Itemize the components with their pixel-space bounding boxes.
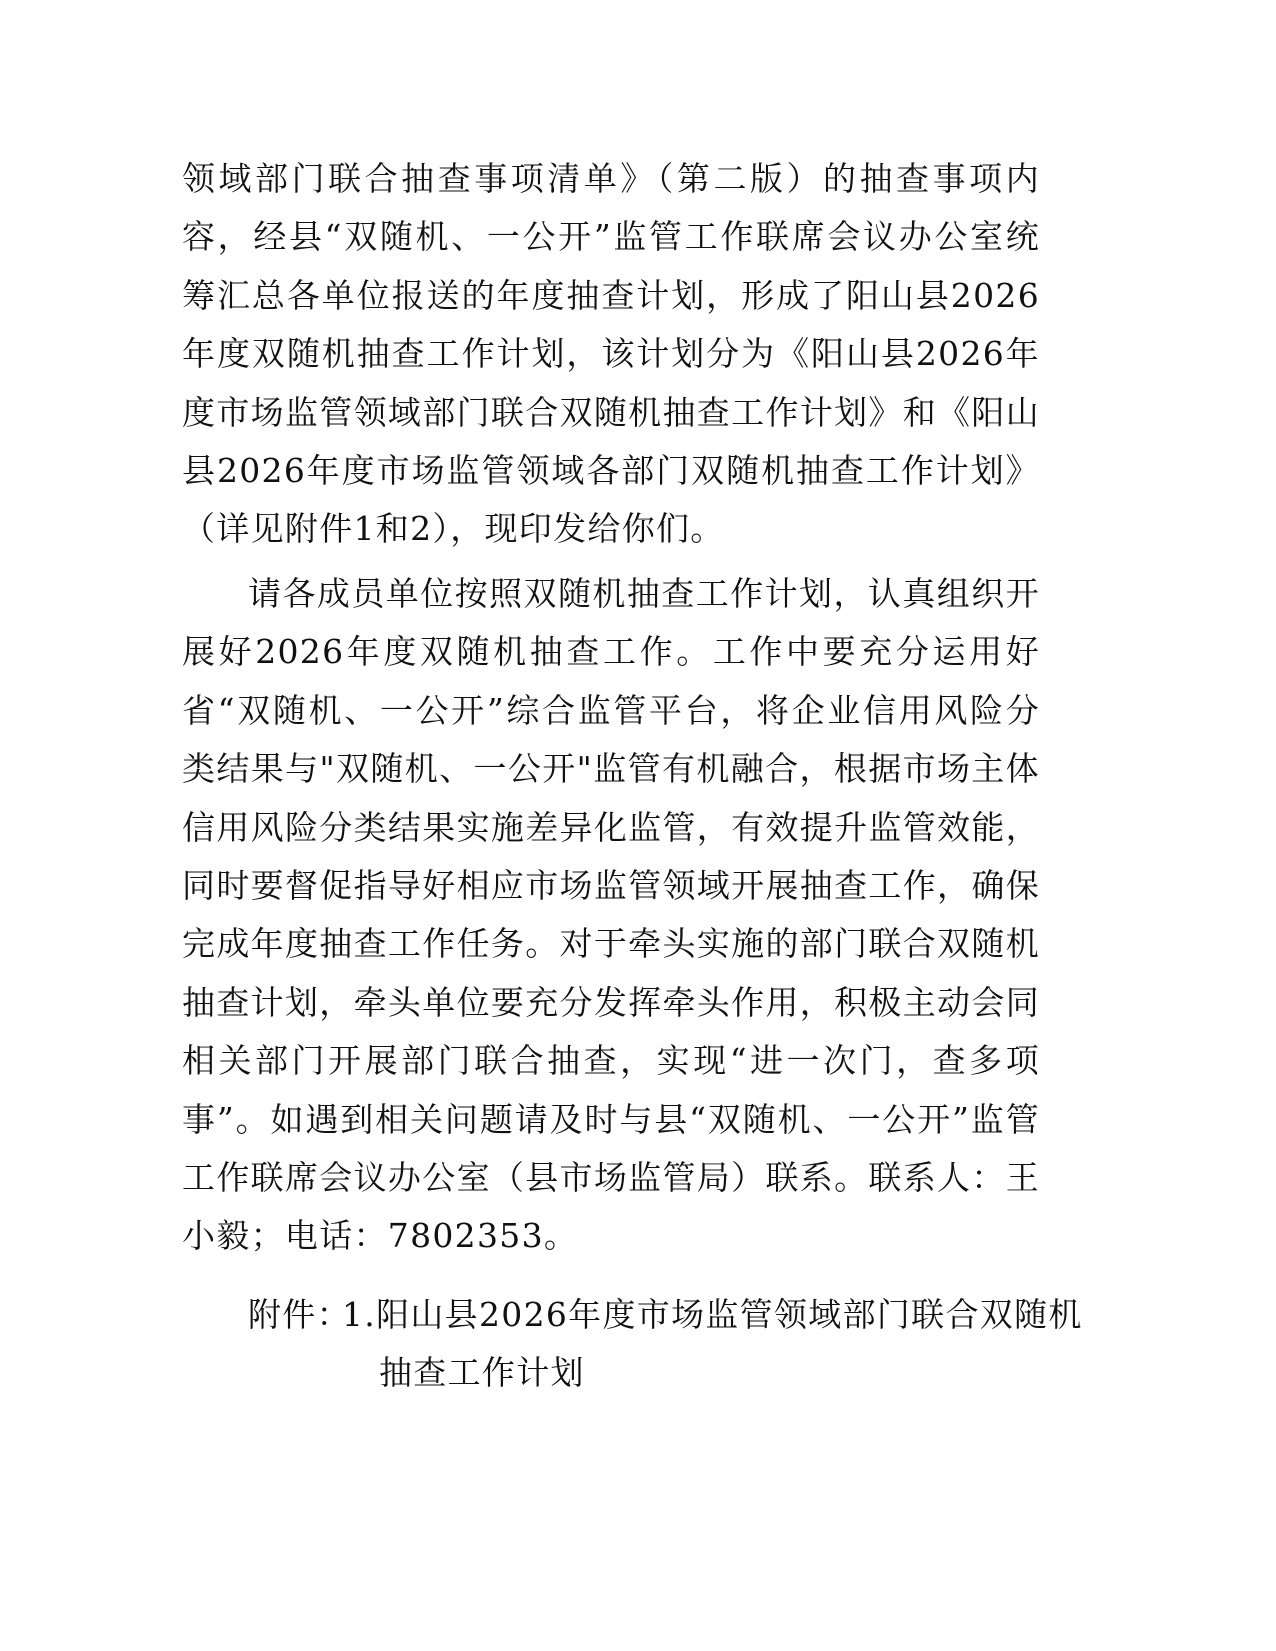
attachments-label: 附件：	[248, 1295, 351, 1334]
body-paragraph-1: 领域部门联合抽查事项清单》（第二版）的抽查事项内容，经县“双随机、一公开”监管工作联席会议办公室统筹汇总各单位报送的年度抽查计划，形成了阳山县2026年度双随机抽查工作计划，该计划分为《阳山县2026年度市场监管领域部门联合双随机抽查工作计划》和《阳山县2026年度市场监管领域各部门双随机抽查工作计划》（详见附件1和2），现印发给你们。	[182, 159, 1040, 549]
attachment-item-1	[342, 1286, 1083, 1403]
attachment-title-line-2: 抽查工作计划	[379, 1353, 585, 1393]
attachment-title-line-1: 1.阳山县2026年度市场监管领域部门联合双随机	[342, 1295, 1083, 1334]
body-paragraph-2: 请各成员单位按照双随机抽查工作计划，认真组织开展好2026年度双随机抽查工作。工作中要充分运用好省“双随机、一公开”综合监管平台，将企业信用风险分类结果与"双随机、一公开"监管有机融合，根据市场主体信用风险分类结果实施差异化监管，有效提升监管效能，同时要督促指导好相应市场监管领域开展抽查工作，确保完成年度抽查工作任务。对于牵头实施的部门联合双随机抽查计划，牵头单位要充分发挥牵头作用，积极主动会同相关部门开展部门联合抽查，实现“进一次门，查多项事”。如遇到相关问题请及时与县“双随机、一公开”监管工作联席会议办公室（县市场监管局）联系。联系人：王小毅；电话：7802353。	[182, 574, 1040, 1256]
